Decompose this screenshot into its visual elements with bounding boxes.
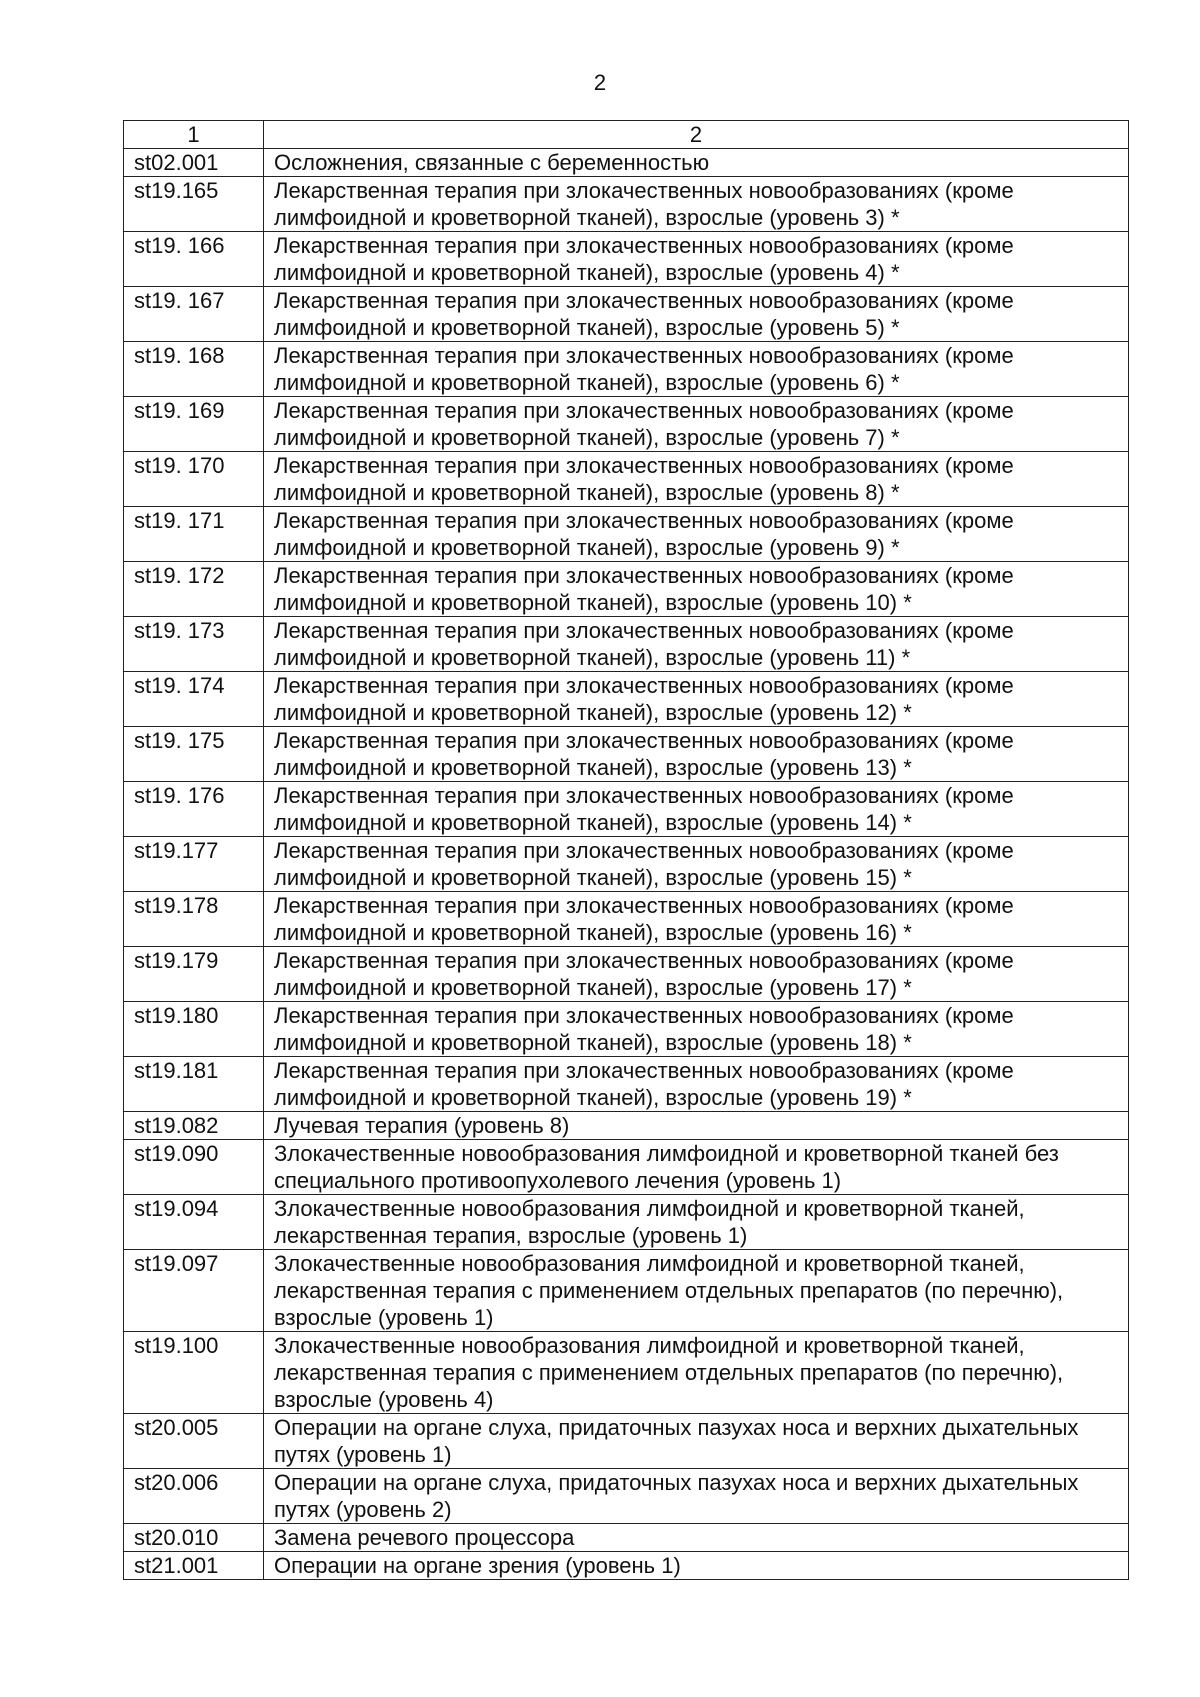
table-row	[124, 727, 1129, 782]
row-name: Лекарственная терапия при злокачественных новообразованиях (кроме лимфоидной и кроветворной тканей), взрослые (уровень 9) *	[264, 507, 1129, 562]
row-name: Операции на органе слуха, придаточных пазухах носа и верхних дыхательных путях (уровень 1)	[264, 1414, 1129, 1469]
row-name: Лекарственная терапия при злокачественных новообразованиях (кроме лимфоидной и кроветворной тканей), взрослые (уровень 8) *	[264, 452, 1129, 507]
table-row	[124, 1552, 1129, 1580]
table-row	[124, 507, 1129, 562]
row-code: st20.006	[124, 1469, 264, 1524]
table-row	[124, 287, 1129, 342]
row-name: Лекарственная терапия при злокачественных новообразованиях (кроме лимфоидной и кроветворной тканей), взрослые (уровень 15) *	[264, 837, 1129, 892]
row-name: Лекарственная терапия при злокачественных новообразованиях (кроме лимфоидной и кроветворной тканей), взрослые (уровень 12) *	[264, 672, 1129, 727]
row-name: Лекарственная терапия при злокачественных новообразованиях (кроме лимфоидной и кроветворной тканей), взрослые (уровень 19) *	[264, 1057, 1129, 1112]
row-name: Злокачественные новообразования лимфоидной и кроветворной тканей, лекарственная терапия с применением отдельных препаратов (по перечню), взрослые (уровень 1)	[264, 1250, 1129, 1332]
table-row	[124, 947, 1129, 1002]
table-row	[124, 149, 1129, 177]
table-row	[124, 232, 1129, 287]
column-header-name: 2	[264, 121, 1129, 149]
row-code: st19. 172	[124, 562, 264, 617]
row-code: st19.094	[124, 1195, 264, 1250]
row-name: Злокачественные новообразования лимфоидной и кроветворной тканей, лекарственная терапия с применением отдельных препаратов (по перечню), взрослые (уровень 4)	[264, 1332, 1129, 1414]
table-row	[124, 1002, 1129, 1057]
row-code: st19.180	[124, 1002, 264, 1057]
table-row	[124, 782, 1129, 837]
row-name: Злокачественные новообразования лимфоидной и кроветворной тканей, лекарственная терапия, взрослые (уровень 1)	[264, 1195, 1129, 1250]
table-row	[124, 1524, 1129, 1552]
table-row	[124, 672, 1129, 727]
table-header-row	[124, 121, 1129, 149]
ksg-table	[123, 120, 1129, 1580]
row-code: st19.082	[124, 1112, 264, 1140]
table-row	[124, 1140, 1129, 1195]
row-code: st20.010	[124, 1524, 264, 1552]
table-row	[124, 1112, 1129, 1140]
row-name: Лучевая терапия (уровень 8)	[264, 1112, 1129, 1140]
row-code: st19. 170	[124, 452, 264, 507]
table-row	[124, 397, 1129, 452]
table-row	[124, 452, 1129, 507]
row-code: st19. 169	[124, 397, 264, 452]
row-code: st19.165	[124, 177, 264, 232]
row-name: Осложнения, связанные с беременностью	[264, 149, 1129, 177]
table-row	[124, 1332, 1129, 1414]
table-row	[124, 1195, 1129, 1250]
table-row	[124, 837, 1129, 892]
table-row	[124, 617, 1129, 672]
table-body	[124, 149, 1129, 1580]
row-name: Замена речевого процессора	[264, 1524, 1129, 1552]
row-name: Лекарственная терапия при злокачественных новообразованиях (кроме лимфоидной и кроветворной тканей), взрослые (уровень 16) *	[264, 892, 1129, 947]
table-row	[124, 1250, 1129, 1332]
row-code: st21.001	[124, 1552, 264, 1580]
row-code: st19.178	[124, 892, 264, 947]
table-row	[124, 1057, 1129, 1112]
row-code: st19.097	[124, 1250, 264, 1332]
row-name: Лекарственная терапия при злокачественных новообразованиях (кроме лимфоидной и кроветворной тканей), взрослые (уровень 18) *	[264, 1002, 1129, 1057]
row-name: Лекарственная терапия при злокачественных новообразованиях (кроме лимфоидной и кроветворной тканей), взрослые (уровень 10) *	[264, 562, 1129, 617]
row-name: Лекарственная терапия при злокачественных новообразованиях (кроме лимфоидной и кроветворной тканей), взрослые (уровень 5) *	[264, 287, 1129, 342]
row-name: Лекарственная терапия при злокачественных новообразованиях (кроме лимфоидной и кроветворной тканей), взрослые (уровень 4) *	[264, 232, 1129, 287]
table-row	[124, 1414, 1129, 1469]
table-row	[124, 892, 1129, 947]
row-name: Операции на органе зрения (уровень 1)	[264, 1552, 1129, 1580]
row-name: Лекарственная терапия при злокачественных новообразованиях (кроме лимфоидной и кроветворной тканей), взрослые (уровень 17) *	[264, 947, 1129, 1002]
table-row	[124, 562, 1129, 617]
table-row	[124, 177, 1129, 232]
row-code: st19.179	[124, 947, 264, 1002]
row-code: st19.177	[124, 837, 264, 892]
row-code: st20.005	[124, 1414, 264, 1469]
row-code: st02.001	[124, 149, 264, 177]
row-code: st19.181	[124, 1057, 264, 1112]
row-name: Лекарственная терапия при злокачественных новообразованиях (кроме лимфоидной и кроветворной тканей), взрослые (уровень 6) *	[264, 342, 1129, 397]
table-row	[124, 1469, 1129, 1524]
row-name: Лекарственная терапия при злокачественных новообразованиях (кроме лимфоидной и кроветворной тканей), взрослые (уровень 11) *	[264, 617, 1129, 672]
row-code: st19.100	[124, 1332, 264, 1414]
row-name: Лекарственная терапия при злокачественных новообразованиях (кроме лимфоидной и кроветворной тканей), взрослые (уровень 13) *	[264, 727, 1129, 782]
column-header-code: 1	[124, 121, 264, 149]
row-code: st19. 173	[124, 617, 264, 672]
row-code: st19. 171	[124, 507, 264, 562]
row-code: st19. 175	[124, 727, 264, 782]
row-name: Лекарственная терапия при злокачественных новообразованиях (кроме лимфоидной и кроветворной тканей), взрослые (уровень 3) *	[264, 177, 1129, 232]
row-name: Лекарственная терапия при злокачественных новообразованиях (кроме лимфоидной и кроветворной тканей), взрослые (уровень 14) *	[264, 782, 1129, 837]
page-number: 2	[593, 70, 607, 95]
row-name: Операции на органе слуха, придаточных пазухах носа и верхних дыхательных путях (уровень 2)	[264, 1469, 1129, 1524]
row-code: st19. 176	[124, 782, 264, 837]
row-code: st19. 174	[124, 672, 264, 727]
row-code: st19. 167	[124, 287, 264, 342]
table-row	[124, 342, 1129, 397]
row-name: Лекарственная терапия при злокачественных новообразованиях (кроме лимфоидной и кроветворной тканей), взрослые (уровень 7) *	[264, 397, 1129, 452]
row-code: st19. 168	[124, 342, 264, 397]
row-code: st19. 166	[124, 232, 264, 287]
row-code: st19.090	[124, 1140, 264, 1195]
row-name: Злокачественные новообразования лимфоидной и кроветворной тканей без специального противоопухолевого лечения (уровень 1)	[264, 1140, 1129, 1195]
